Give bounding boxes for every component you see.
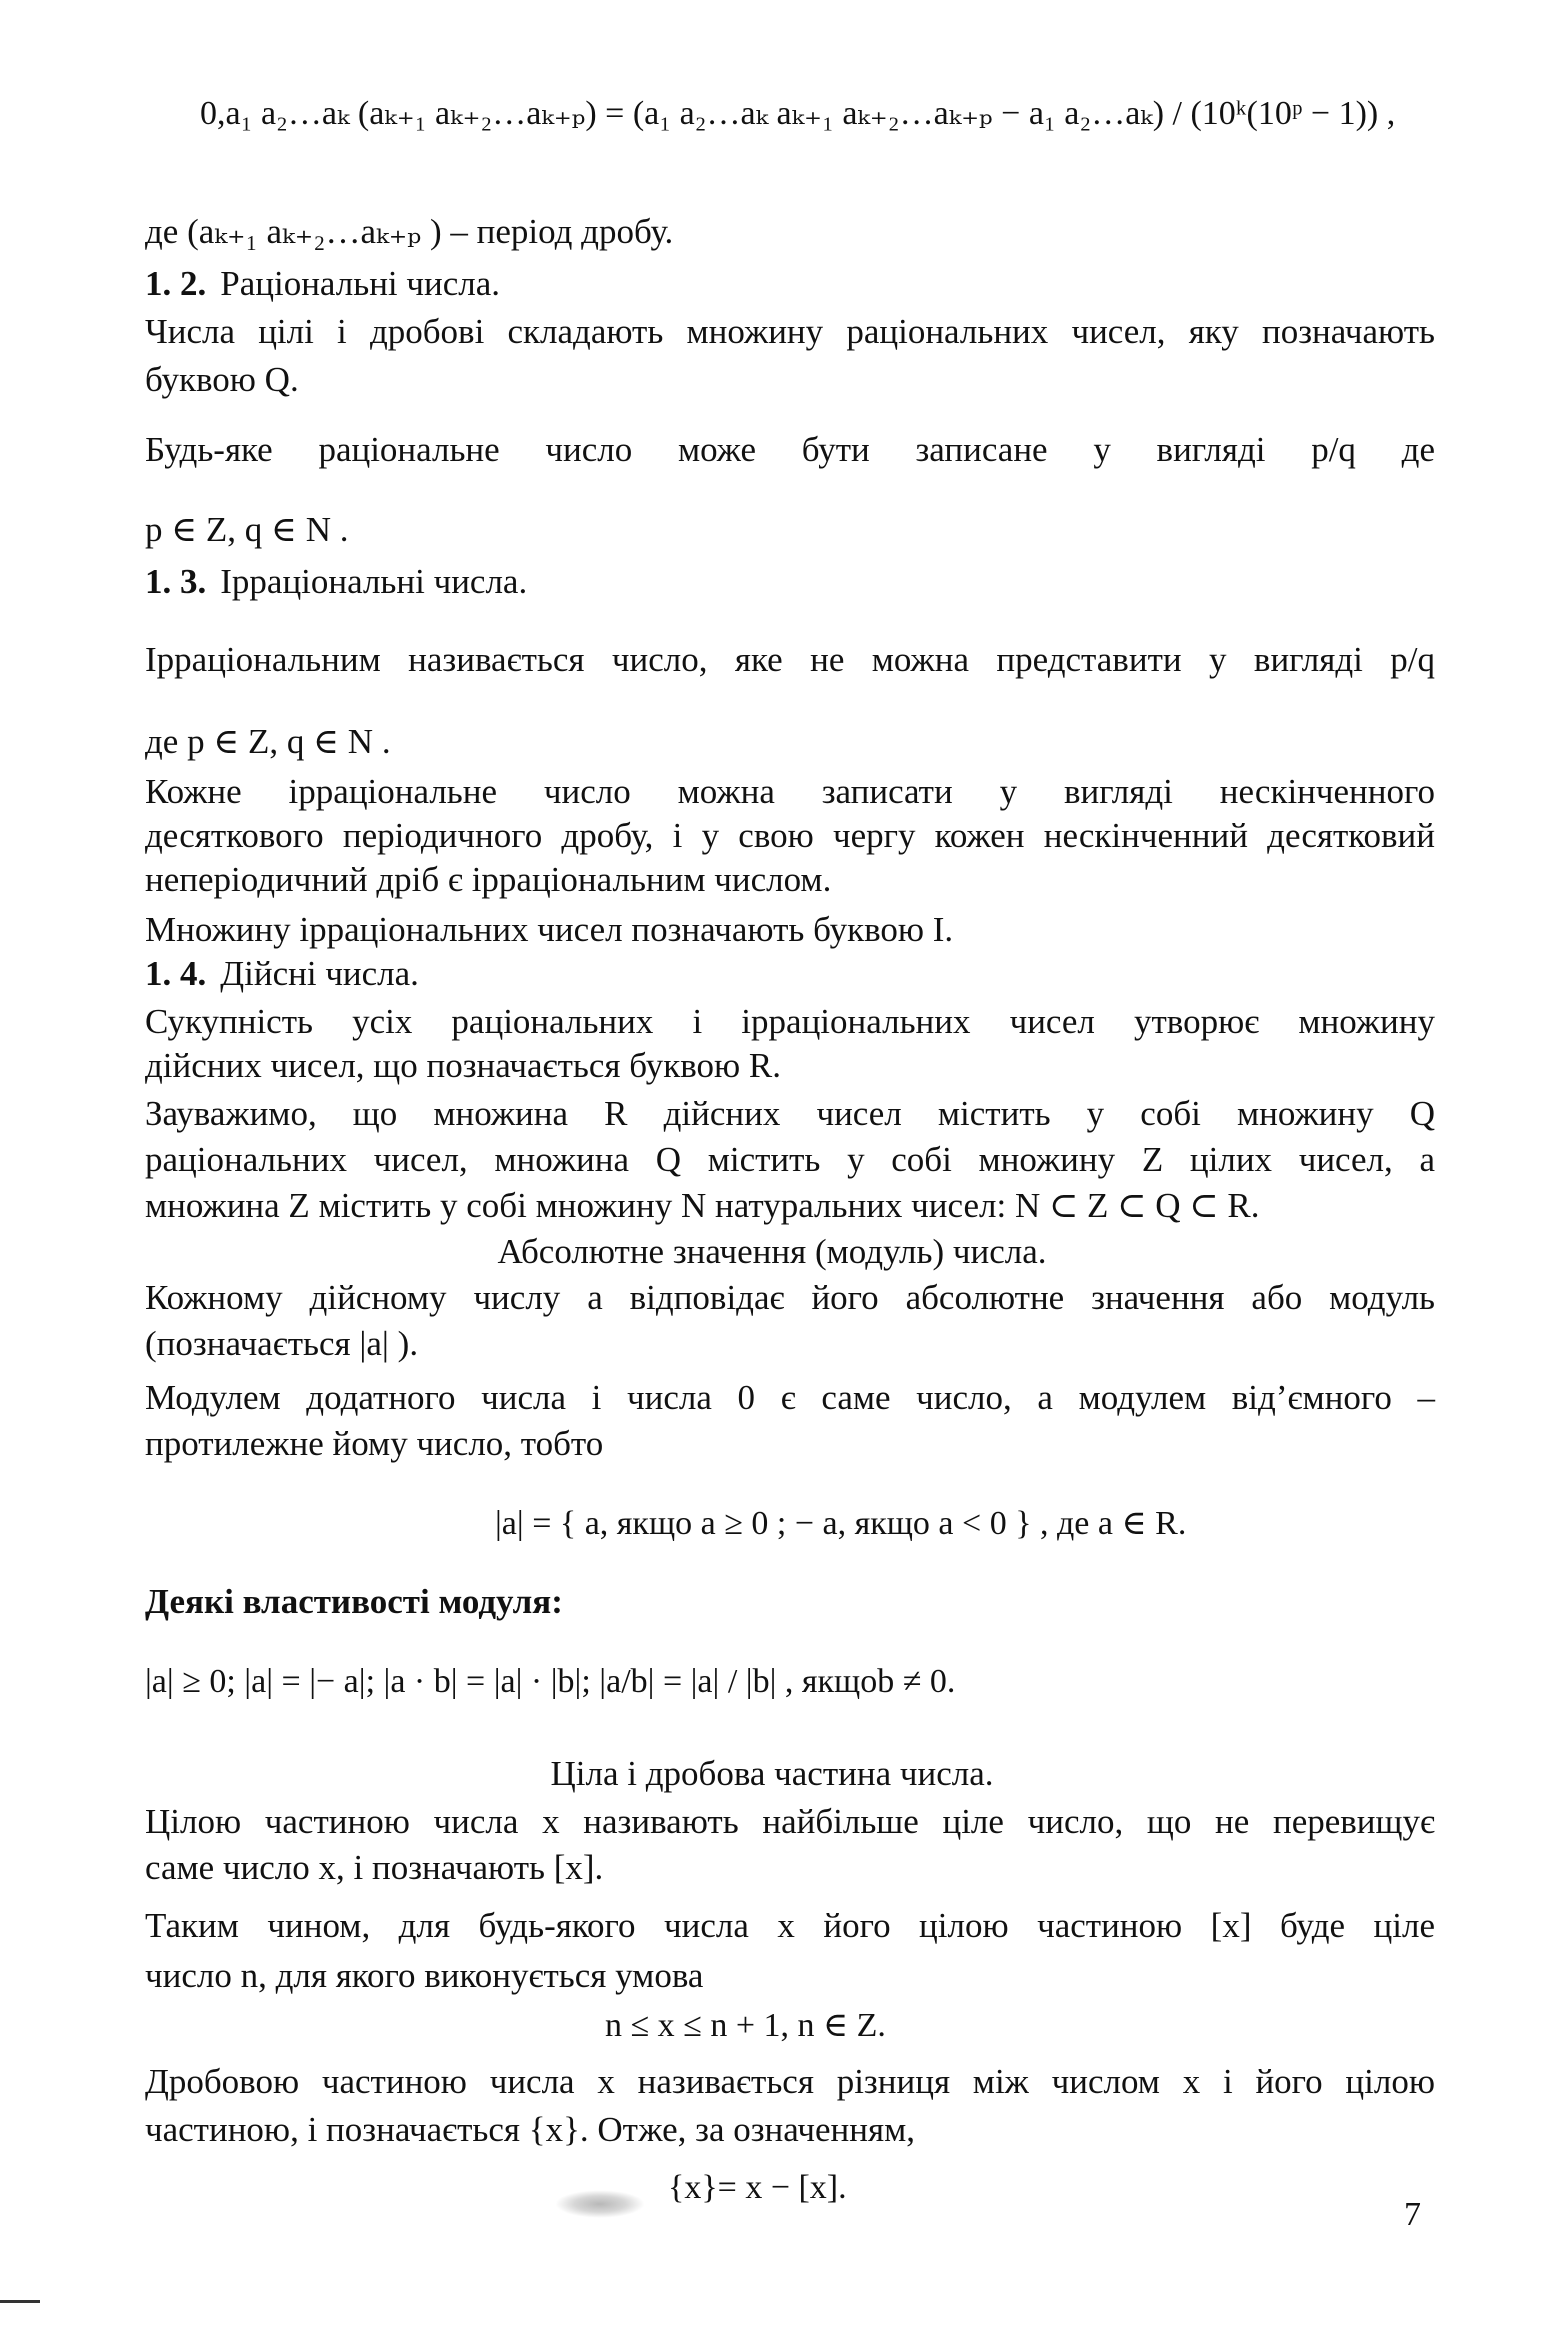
paragraph-line: p ∈ Z, q ∈ N . xyxy=(145,510,349,549)
section-heading-irrational xyxy=(145,560,1435,604)
section-title: Раціональні числа. xyxy=(220,264,501,303)
paragraph-line: десяткового періодичного дробу, і у свою чергу кожен нескінченний десятковий xyxy=(145,816,1435,855)
paragraph-line: де p ∈ Z, q ∈ N . xyxy=(145,722,391,761)
paragraph-line: Таким чином, для будь-якого числа x його цілою частиною [x] буде ціле xyxy=(145,1906,1435,1945)
section-title: Ірраціональні числа. xyxy=(220,562,528,601)
paragraph-line: Цілою частиною числа x називають найбільше ціле число, що не перевищує xyxy=(145,1802,1435,1841)
paragraph-line: протилежне йому число, тобто xyxy=(145,1424,604,1463)
paragraph-line: Деякі властивості модуля: xyxy=(145,1582,563,1621)
section-heading-real xyxy=(145,952,1435,996)
paragraph-line: частиною, і позначається {x}. Отже, за означенням, xyxy=(145,2110,916,2149)
paragraph-line: Дробовою частиною числа x називається різниця між числом x і його цілою xyxy=(145,2062,1435,2101)
paragraph-line: неперіодичний дріб є ірраціональним числом. xyxy=(145,860,832,899)
paragraph-line: (позначається |a| ). xyxy=(145,1324,419,1363)
section-number: 1. 4. xyxy=(145,954,207,993)
subheading-integer-fractional-part: Ціла і дробова частина числа. xyxy=(550,1754,994,1793)
page-number: 7 xyxy=(1404,2196,1421,2233)
section-number: 1. 3. xyxy=(145,562,207,601)
paragraph-line: буквою Q. xyxy=(145,360,299,399)
paragraph-line: Ірраціональним називається число, яке не можна представити у вигляді p/q xyxy=(145,640,1435,679)
paragraph-line: дійсних чисел, що позначається буквою R. xyxy=(145,1046,781,1085)
section-number: 1. 2. xyxy=(145,264,207,303)
absolute-value-definition: |a| = { a, якщо a ≥ 0 ; − a, якщо a < 0 } , де a ∈ R. xyxy=(495,1505,1187,1542)
period-note: де (aₖ₊₁ aₖ₊₂…aₖ₊ₚ ) – період дробу. xyxy=(145,212,674,251)
paragraph-line: Множину ірраціональних чисел позначають буквою I. xyxy=(145,910,954,949)
scan-edge-mark xyxy=(0,2300,40,2303)
paragraph-line: Кожному дійсному числу a відповідає його абсолютне значення або модуль xyxy=(145,1278,1435,1317)
paragraph-line: Зауважимо, що множина R дійсних чисел містить у собі множину Q xyxy=(145,1094,1435,1133)
paragraph-line: Сукупність усіх раціональних і ірраціональних чисел утворює множину xyxy=(145,1002,1435,1041)
absolute-value-properties: |a| ≥ 0; |a| = |− a|; |a · b| = |a| · |b|; |a/b| = |a| / |b| , якщоb ≠ 0. xyxy=(145,1663,956,1700)
section-heading-rational xyxy=(145,262,1435,306)
paragraph-line: Числа цілі і дробові складають множину раціональних чисел, яку позначають xyxy=(145,312,1435,351)
paragraph-line: Будь-яке раціональне число може бути записане у вигляді p/q де xyxy=(145,430,1435,469)
paragraph-line: число n, для якого виконується умова xyxy=(145,1956,704,1995)
subheading-absolute-value: Абсолютне значення (модуль) числа. xyxy=(497,1232,1047,1271)
paragraph-line: саме число x, і позначають [x]. xyxy=(145,1848,604,1887)
paragraph-line: раціональних чисел, множина Q містить у собі множину Z цілих чисел, а xyxy=(145,1140,1435,1179)
paragraph-line: Модулем додатного числа і числа 0 є саме число, а модулем від’ємного – xyxy=(145,1378,1435,1417)
period-fraction-formula: 0,a₁ a₂…aₖ (aₖ₊₁ aₖ₊₂…aₖ₊ₚ) = (a₁ a₂…aₖ aₖ₊₁ aₖ₊₂…aₖ₊ₚ − a₁ a₂…aₖ) / (10ᵏ(10ᵖ − 1)) , xyxy=(200,95,1396,132)
integer-part-condition: n ≤ x ≤ n + 1, n ∈ Z. xyxy=(605,2007,886,2044)
paragraph-line: множина Z містить у собі множину N натуральних чисел: N ⊂ Z ⊂ Q ⊂ R. xyxy=(145,1186,1260,1225)
scan-smudge xyxy=(555,2190,645,2218)
section-title: Дійсні числа. xyxy=(220,954,419,993)
fractional-part-definition: {x}= x − [x]. xyxy=(668,2169,847,2206)
paragraph-line: Кожне ірраціональне число можна записати у вигляді нескінченного xyxy=(145,772,1435,811)
